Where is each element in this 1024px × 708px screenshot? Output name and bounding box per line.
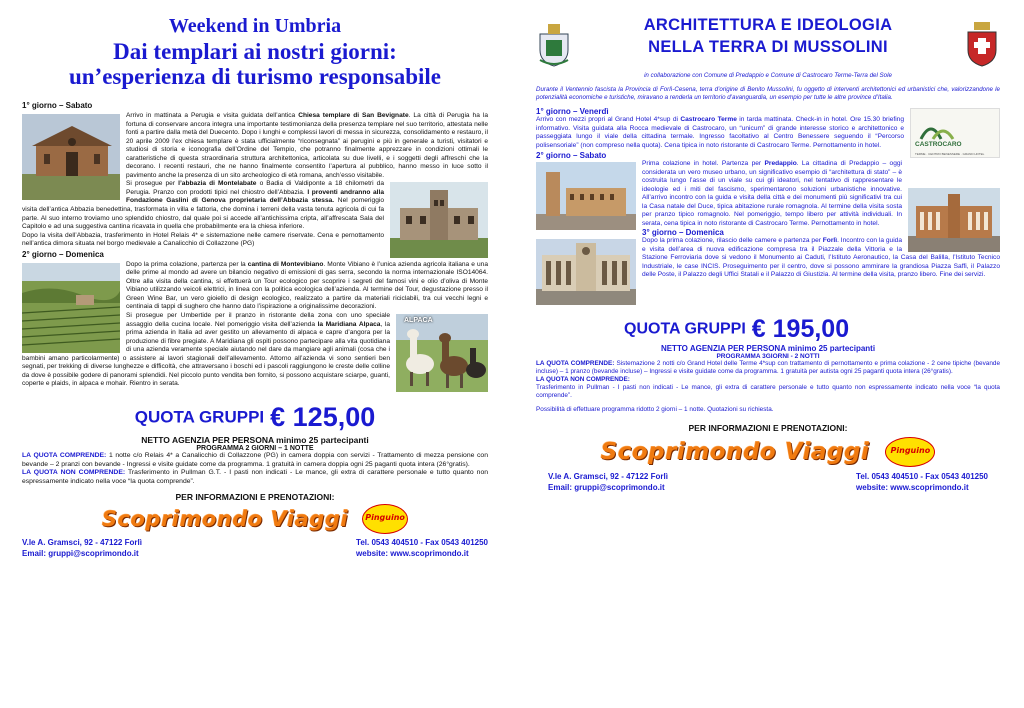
left-brand-logo: Scoprimondo Viaggi <box>101 507 349 532</box>
left-title <box>22 14 488 89</box>
vineyard-photo <box>22 263 120 353</box>
right-pinguino-logo: Pinguino <box>885 437 935 467</box>
left-day1-p1: Arrivo in mattinata a Perugia e visita guidata dell’antica Chiesa templare di San Bevignate. La città di Perugia ha la fortuna di conservare ancora integra una importante testimonianza della presenza templare nel suo territorio, attestata nelle fonti a partire dalla metà del Duecento. Dopo i lunghi e complessi lavori di messa in sicurezza, consolidamento e restauro, il 20 aprile 2009 l’ex chiesa templare è stata ufficialmente “riconsegnata” ai perugini e più in generale a turisti, visitatori e studiosi di storia e iconografia dell’Ordine del Tempio, che potranno finalmente apprezzare in condizioni ottimali le caratteristiche di questa straordinaria struttura architettonica, articolata su due livelli, e i soggetti degli affreschi che la decorano. I recenti restauri, che ne hanno finalmente consentito l’apertura al pubblico, hanno messo in luce sotto il pavimento anche la presenza di un sito archeologico di età romana, anch’esso visitabile. <box>126 112 488 179</box>
left-programma: PROGRAMMA 2 GIORNI – 1 NOTTE <box>196 445 314 453</box>
right-day1-heading: 1° giorno – Venerdì <box>536 107 609 116</box>
right-title-line1: ARCHITETTURA E IDEOLOGIA <box>643 16 893 34</box>
right-quota <box>536 315 1000 344</box>
castrocaro-logo-photo <box>910 108 1000 158</box>
right-day2-text <box>536 160 1000 228</box>
alpaca-caption: ALPACA <box>404 317 433 325</box>
church-photo <box>22 114 120 200</box>
left-phone: Tel. 0543 404510 - Fax 0543 401250 <box>356 538 488 548</box>
left-netto: NETTO AGENZIA PER PERSONA minimo 25 partecipanti <box>141 435 369 446</box>
left-title-line2: Dai templari ai nostri giorni: <box>113 39 397 64</box>
right-day2-p: Prima colazione in hotel. Partenza per Predappio. La cittadina di Predappio – oggi considerata un vero museo urbano, un significativo esempio di “architettura di stato” – è costruita lungo l’asse di un viale su cui gli ideatori, nel tentativo di rappresentare le ideologie ed i miti del fascismo, sperimentarono soluzioni urbanistiche innovative. All’arrivo incontro con la guida e visita della città e dei monumenti più significativi tra cui la Casa natale del Duce, tipica abitazione rurale romagnola. Al termine della visita sosta per pranzo tipico romagnolo. Nel pomeriggio, tempo libero per attività individuali. In serata, cena tipica in noto ristorante di Castrocaro Terme. Pernottamento in hotel. <box>642 160 902 227</box>
castrocaro-sublabel: TERME · CENTRO BENESSERE · GRAND HOTEL <box>915 152 985 156</box>
right-title <box>572 14 964 58</box>
right-day3-heading: 3° giorno – Domenica <box>642 228 724 237</box>
right-email[interactable]: Email: gruppi@scoprimondo.it <box>548 483 665 492</box>
castrocaro-coat-of-arms-icon <box>964 20 1000 68</box>
right-title-line2: NELLA TERRA DI MUSSOLINI <box>648 38 888 56</box>
right-netto: NETTO AGENZIA PER PERSONA minimo 25 partecipanti <box>660 344 876 353</box>
right-page <box>512 0 1024 708</box>
left-quota <box>22 402 488 433</box>
left-non-comprende: LA QUOTA NON COMPRENDE: Trasferimento in Pullman G.T. - I pasti non indicati - Le mance, gli extra di carattere personale e tutto quanto non espressamente indicato nella voce “la quota comprende”. <box>22 469 489 485</box>
right-day2-heading: 2° giorno – Sabato <box>536 151 607 160</box>
right-contacts <box>536 471 1000 493</box>
left-pinguino-logo: Pinguino <box>362 504 408 534</box>
left-quota-amount: € 125,00 <box>270 402 376 433</box>
left-title-line1: Weekend in Umbria <box>168 15 342 37</box>
right-collaboration: in collaborazione con Comune di Predappio e Comune di Castrocaro Terme-Terra del Sole <box>644 72 892 79</box>
left-info-heading: PER INFORMAZIONI E PRENOTAZIONI: <box>175 492 335 503</box>
right-quota-amount: € 195,00 <box>751 315 850 343</box>
left-day1-p2: Si prosegue per l’abbazia di Montelabate o Badia di Valdiponte a 18 chilometri da Perugia. Pranzo con prodotti tipici nel chiostro dell’Abbazia. I proventi andranno alla Fondazione Gaslini di Genova proprietaria dell’Abbazia stessa. Nel pomeriggio visita dell’antica Abbazia benedettina, trasformata in villa e fattoria, che domina i terreni della vasta tenuta agricola di cui fa parte. Al suo interno troviamo uno splendido chiostro, dal quale poi si accede all’antichissima cripta, all’affrescata Sala del Capitolo e ad una suggestiva cantina ricavata in quella che probabilmente era la chiesa inferiore. <box>22 180 385 231</box>
right-website[interactable]: website: www.scoprimondo.it <box>856 483 969 492</box>
left-address: V.le A. Gramsci, 92 - 47122 Forlì <box>22 538 142 548</box>
right-header <box>536 14 1000 68</box>
left-day2-p1: Dopo la prima colazione, partenza per la cantina di Montevibiano. Monte Vibiano è l’unica azienda agricola italiana e una delle prime al mondo ad avere un bilancio negativo di emissioni di gas serra, secondo la norma internazionale ISO14064. Oltre alla visita della cantina, si effettuerà un Tour ecologico per scoprire i segreti del famosi vini e olio d’oliva di Monte Vibiano utilizzando veicoli elettrici, in linea con la politica ecologica dell’azienda. Al termine del Tour, degustazione presso il Green Wine Bar, un vero gioiello di design ecologico, realizzato a partire da materiali riciclabili, tra cui vecchi legni e centinaia di tappi di sughero che hanno dato l’ispirazione a originalissime decorazioni. <box>126 260 488 311</box>
left-day2-p2: Si prosegue per Umbertide per il pranzo in ristorante della zona con uno speciale assaggio della cucina locale. Nel pomeriggio visita dell’azienda la Maridiana Alpaca, la prima azienda in Italia ad aver gestito un allevamento di alpaca e capre d’angora per la produzione di fibre pregiate. A Maridiana gli ospiti possono partecipare alla vita quotidiana di una azienda veramente speciale aiutando nel dare da mangiare agli animali (cosa che i bambini amano particolarmente) o assistere ai lavori stagionali dell’allevamento. Attorno all’azienda vi sono sentieri ben segnati, per trekking di diverse lunghezze e difficoltà, che attraversano i boschi ed i pascoli raggiungono le creste delle colline da dove è possibile godere di panorami splendidi. Nel piccolo punto vendita ben fornito, si possono acquistare sciarpe, guanti, coperte e plaids, in alpaca e mohair. Rientro in serata. <box>22 312 391 388</box>
left-day1-text <box>22 112 488 249</box>
left-quota-label: QUOTA GRUPPI <box>134 407 265 427</box>
right-info-heading: PER INFORMAZIONI E PRENOTAZIONI: <box>688 423 848 433</box>
right-possibilita: Possibilità di effettuare programma ridotto 2 giorni – 1 notte. Quotazioni su richiesta. <box>536 406 774 413</box>
left-comprende: LA QUOTA COMPRENDE: 1 notte c/o Relais 4* a Canalicchio di Collazzone (PG) in camera doppia con servizi - Trattamento di mezza pensione con bevande – 2 pranzi con bevande - Ingressi e visite guidate come da programma. 1 gratuità in camera doppia ogni 25 paganti quota intera (26°gratis). <box>22 452 488 468</box>
left-email[interactable]: Email: gruppi@scoprimondo.it <box>22 549 139 559</box>
left-website[interactable]: website: www.scoprimondo.it <box>356 549 469 559</box>
right-day3-p: Dopo la prima colazione, rilascio delle camere e partenza per Forlì. Incontro con la guida e visita dell’area di nuova edificazione compresa tra il Piazzale della Vittoria e la Stazione Ferroviaria dove si vedono il Monumento ai Caduti, l’Istituto Aeronautico, la Casa del Balilla, l’Istituto Tecnico Industriale, le case INCIS. Proseguimento per il centro, dove si possono ammirare la grandiosa Piazza Saffi, il Palazzo delle Poste, il Palazzo degli Uffici Statali e il Palazzo di Giustizia. Al termine della visita, pranzo libero. Fine dei servizi. <box>642 237 1000 278</box>
right-non-comprende: Trasferimento in Pullman - I pasti non indicati - Le mance, gli extra di carattere personale e tutto quanto non espressamente indicato nella voce “la quota comprende”. <box>536 384 1000 399</box>
left-contacts <box>22 537 488 559</box>
abbey-photo <box>390 182 488 258</box>
left-day1-heading: 1° giorno – Sabato <box>22 101 93 110</box>
left-day2-heading: 2° giorno – Domenica <box>22 249 104 259</box>
right-programma: PROGRAMMA 3GIORNI - 2 NOTTI <box>716 353 820 360</box>
forli-station-photo <box>536 239 636 305</box>
forli-building-photo <box>908 188 1000 252</box>
left-brand-row <box>22 504 488 534</box>
right-brand-row <box>536 437 1000 467</box>
predappio-coat-of-arms-icon <box>536 20 572 68</box>
right-comprende: LA QUOTA COMPRENDE: Sistemazione 2 notti c/o Grand Hotel delle Terme 4*sup con trattamento di pernottamento e prima colazione - 2 cene tipiche (bevande incluse) – 1 pranzo (bevande incluse) – Ingressi e visite guidate come da programma. 1 gratuità per autista ogni 25 paganti quota intera (26°gratis). <box>536 360 1000 375</box>
left-title-line3: un’esperienza di turismo responsabile <box>68 64 442 89</box>
right-intro: Durante il Ventennio fascista la Provincia di Forlì-Cesena, terra d’origine di Benito Mussolini, fu oggetto di interventi architettonici ed urbanistici che, valorizzandone le potenzialità economiche e turistiche, miravano a renderla un territorio d’avanguardia, un esempio per tutte le altre province d’Italia. <box>536 86 1000 101</box>
predappio-photo <box>536 162 636 230</box>
alpaca-photo <box>396 314 488 392</box>
right-phone: Tel. 0543 404510 - Fax 0543 401250 <box>856 472 988 481</box>
right-non-comprende-label: LA QUOTA NON COMPRENDE: <box>536 376 630 383</box>
left-day1-p3: Dopo la visita dell’Abbazia, trasferimento in Hotel Relais 4* e sistemazione nelle camere riservate. Cena e pernottamento nell’antica dimora situata nel borgo medievale a Canalicchio di Collazzone (PG) <box>22 231 384 248</box>
left-day2-text <box>22 261 488 394</box>
right-brand-logo: Scoprimondo Viaggi <box>600 439 870 465</box>
right-address: V.le A. Gramsci, 92 - 47122 Forlì <box>548 472 668 481</box>
castrocaro-label: CASTROCARO <box>915 141 962 148</box>
right-day1-p: Arrivo con mezzi propri al Grand Hotel 4*sup di Castrocaro Terme in tarda mattinata. Check-in in hotel. Ore 15.30 briefing informativo. Visita guidata alla Rocca medievale di Castrocaro, un “unicum” di grande interesse storico e architettonico e passeggiata lungo il viale della cittadina termale. Ingresso facoltativo al Centro Benessere seguendo il “Percorso polisensoriale” (non compreso nella quota). Cena tipica in noto ristorante di Castrocaro Terme. Pernottamento in hotel. <box>536 116 904 149</box>
right-quota-label: QUOTA GRUPPI <box>624 320 746 338</box>
